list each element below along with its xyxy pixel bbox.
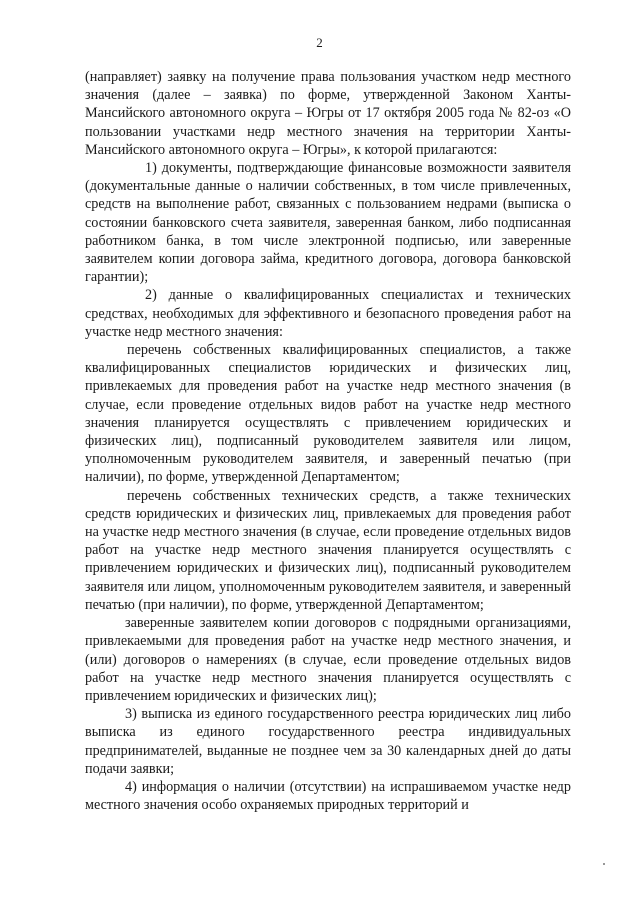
paragraph-item-1: 1) документы, подтверждающие финансовые возможности заявителя (документальные данные о наличии собственных, в том числе привлеченных, средств на выполнение работ, связанных с пользованием недрами (выписка о состоянии банковского счета заявителя, заверенная банком, либо подписанная работником банка, в том числе электронной подписью, или заверенные заявителем копии договора займа, кредитного договора, договора банковской гарантии); bbox=[85, 160, 571, 286]
page-number: 2 bbox=[316, 35, 323, 50]
scan-speck bbox=[603, 863, 605, 865]
paragraph-specialists-list: перечень собственных квалифицированных специалистов, а также квалифицированных специалистов юридических и физических лиц, привлекаемых для проведения работ на участке недр местного значения (в случае, если проведение отдельных видов работ на участке недр местного значения планируется осуществлять с привлечением юридических и физических лиц), подписанный руководителем заявителя или лицом, уполномоченным руководителем заявителя, и заверенный печатью (при наличии), по форме, утвержденной Департаментом; bbox=[85, 342, 571, 486]
paragraph-item-4: 4) информация о наличии (отсутствии) на испрашиваемом участке недр местного значения особо охраняемых природных территорий и bbox=[85, 778, 571, 814]
paragraph-technical-means-list: перечень собственных технических средств, а также технических средств юридических и физических лиц, привлекаемых для проведения работ на участке недр местного значения (в случае, если проведение отдельных видов работ на участке недр местного значения планируется осуществлять с привлечением юридических и физических лиц), подписанный руководителем заявителя или лицом, уполномоченным руководителем заявителя, и заверенный печатью (при наличии), по форме, утвержденной Департаментом; bbox=[85, 487, 571, 613]
paragraph-intro: (направляет) заявку на получение права пользования участком недр местного значения (далее – заявка) по форме, утвержденной Законом Ханты-Мансийского автономного округа – Югры от 17 октября 2005 года № 82-оз «О пользовании участками недр местного значения на территории Ханты-Мансийского автономного округа – Югры», к которой прилагаются: bbox=[85, 69, 571, 158]
document-body bbox=[85, 68, 571, 814]
paragraph-contracts: заверенные заявителем копии договоров с подрядными организациями, привлекаемыми для проведения работ на участке недр местного значения, и (или) договоров о намерениях (в случае, если проведение отдельных видов работ на участке недр местного значения планируется осуществлять с привлечением юридических и физических лиц); bbox=[85, 615, 571, 704]
paragraph-item-2: 2) данные о квалифицированных специалистах и технических средствах, необходимых для эффективного и безопасного проведения работ на участке недр местного значения: bbox=[85, 287, 571, 340]
paragraph-item-3: 3) выписка из единого государственного реестра юридических лиц либо выписка из единого государственного реестра индивидуальных предпринимателей, выданные не позднее чем за 30 календарных дней до даты подачи заявки; bbox=[85, 706, 571, 777]
